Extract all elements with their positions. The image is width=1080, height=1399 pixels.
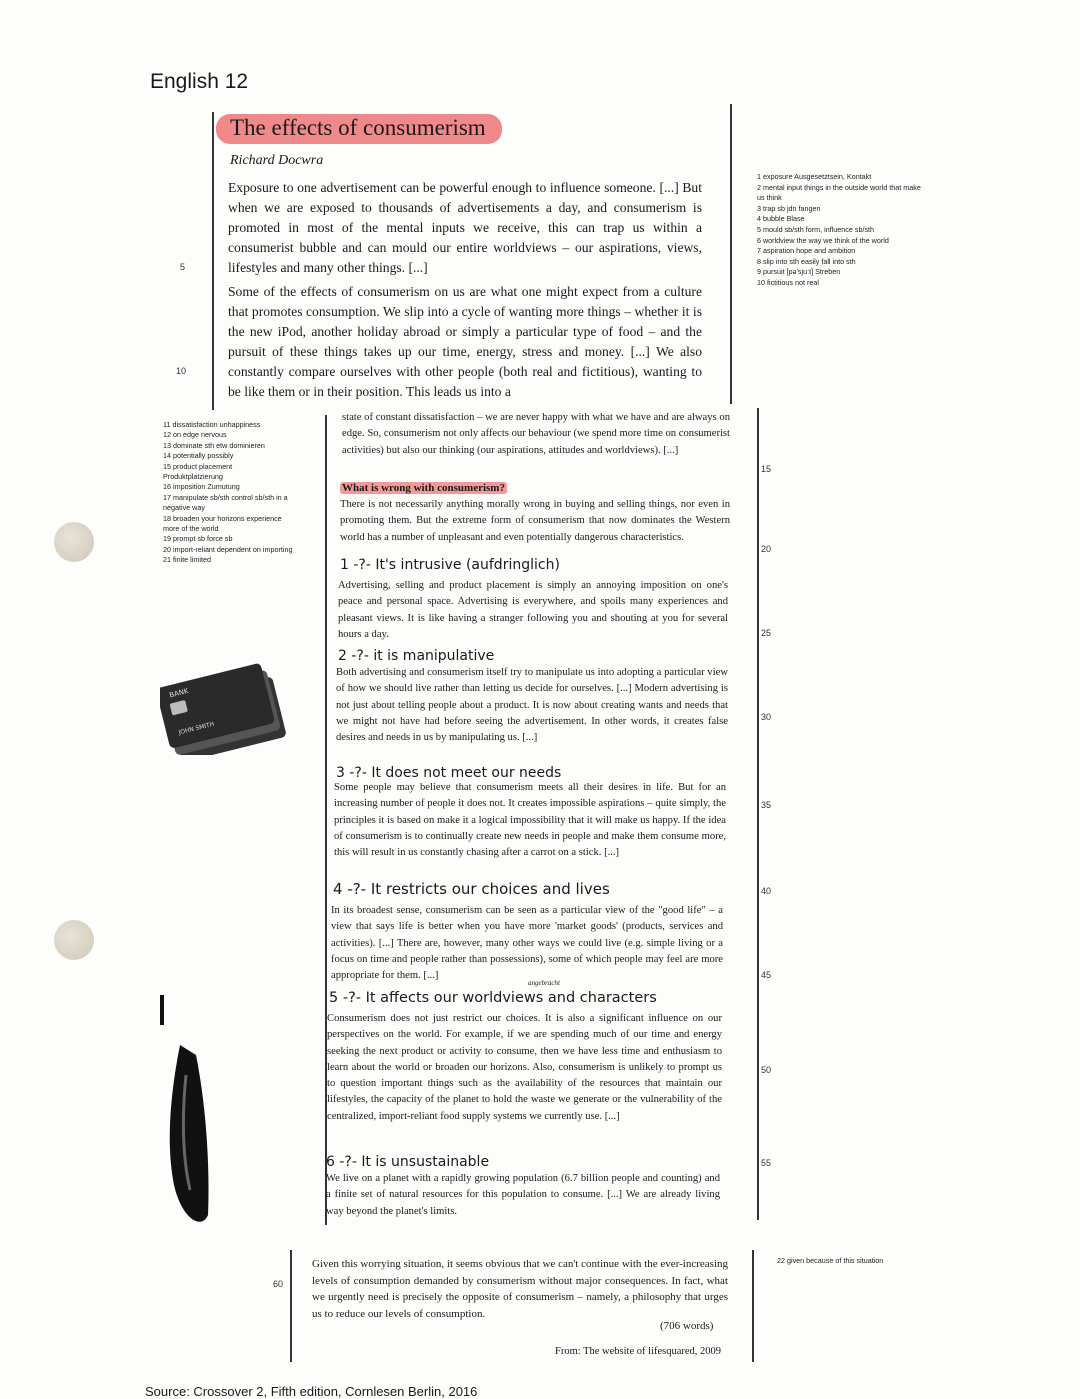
gloss-item: 4 bubble Blase (757, 214, 805, 224)
point-6-text: We live on a planet with a rapidly growing population (6.7 billion people and counting) and a finite set of natural resources for this population to consume. [...] We are already living way beyond the planet's limits. (326, 1173, 720, 1217)
line-number-20: 20 (761, 544, 772, 554)
continuation-paragraph: state of constant dissatisfaction – we are never happy with what we have and are always on edge. So, consumerism not only affects our behaviour (we spend more time on consumerist activities) but also our thinking (our aspirations, attitudes and worldviews). [...] (342, 412, 730, 456)
glossary-bottom: 22 given because of this situation (777, 1256, 884, 1265)
line-number-55: 55 (761, 1158, 772, 1168)
point-5-text: Consumerism does not just restrict our choices. It is also a significant influence on our perspectives on the world. For example, if we are spending much of our time and energy seeking the next product or activity to consume, then we have less time and enthusiasm to learn about the world or broaden our horizons. Also, consumerism is unlikely to prompt us to question important things such as the availability of the resources that maintain our lifestyles, the capacity of the planet to hold the waste we generate or the vulnerability of the centralized, import-reliant food supply systems we currently use. [...] (327, 1013, 722, 1122)
gloss-item: 15 product placement Produktplatzierung (163, 461, 233, 482)
margin-line-left (212, 112, 214, 410)
glossary-right (757, 172, 925, 289)
point-3-heading: 3 -?- It does not meet our needs (336, 765, 562, 781)
gloss-item: 10 fictitious not real (757, 277, 819, 287)
footer-source: Source: Crossover 2, Fifth edition, Cornlesen Berlin, 2016 (145, 1384, 478, 1399)
credit-cards-image (160, 660, 295, 755)
line-number-5: 5 (180, 262, 186, 272)
conclusion-paragraph: Given this worrying situation, it seems obvious that we can't continue with the ever-increasing levels of consumption demanded by consumerism without major consequences. In fact, what we urgently need is precisely the opposite of consumerism – namely, a philosophy that urges us to reduce our levels of consumption. (312, 1258, 728, 1320)
gloss-item: 5 mould sb/sth form, influence sb/sth (757, 224, 875, 234)
punch-hole (54, 920, 94, 960)
gloss-item: 21 finite limited (163, 555, 211, 565)
line-number-50: 50 (761, 1065, 772, 1075)
line-number-10: 10 (176, 366, 187, 376)
point-3-text: Some people may believe that consumerism meets all their desires in life. But for an increasing number of people it does not. It creates impossible aspirations – quite simply, the principles it is based on make it a logical impossibility that it will make us happy. If the idea of consumerism is to continually create new needs in people and make them consume more, this will result in us constantly chasing after a carrot on a stick. [...] (334, 782, 726, 859)
gloss-item: 8 slip into sth easily fall into sth (757, 256, 856, 266)
article-right-line (757, 408, 759, 1220)
line-number-45: 45 (761, 970, 772, 980)
gloss-item: 19 prompt sb force sb (163, 534, 233, 544)
line-number-35: 35 (761, 800, 772, 810)
hand-image (160, 985, 210, 1235)
card-text-bank: BANK (168, 686, 190, 700)
word-count: (706 words) (660, 1320, 714, 1332)
article-author: Richard Docwra (230, 153, 324, 168)
line-number-25: 25 (761, 628, 772, 638)
margin-line-right (730, 104, 732, 404)
line-number-15: 15 (761, 464, 772, 474)
gloss-item: 1 exposure Ausgesetztsein, Kontakt (757, 172, 872, 181)
gloss-item: 11 dissatisfaction unhappiness (163, 420, 261, 429)
section-heading: What is wrong with consumerism? (342, 482, 505, 494)
glossary-left (163, 420, 293, 566)
source-attribution: From: The website of lifesquared, 2009 (555, 1346, 722, 1357)
point-2-heading: 2 -?- it is manipulative (338, 648, 495, 664)
gloss-item: 2 mental input things in the outside world that make us think (757, 182, 921, 203)
gloss-item: 16 imposition Zumutung (163, 482, 240, 492)
punch-hole (54, 522, 94, 562)
gloss-item: 14 potentially possibly (163, 451, 234, 461)
gloss-item: 18 broaden your horizons experience more of the world (163, 513, 282, 534)
conclusion-line-right (752, 1250, 754, 1362)
gloss-item: 13 dominate sth etw dominieren (163, 440, 265, 450)
card-text-name: JOHN SMITH (177, 720, 215, 737)
gloss-item: 6 worldview the way we think of the world (757, 235, 889, 245)
gloss-item: 20 import-reliant dependent on importing (163, 544, 293, 554)
course-label: English 12 (150, 70, 249, 93)
section-intro: There is not necessarily anything morally wrong in buying and selling things, nor even in promoting them. But the extreme form of consumerism that now dominates the Western world has a number of unpleasant and even potentially dangerous characteristics. (340, 499, 730, 543)
point-4-heading: 4 -?- It restricts our choices and lives (333, 880, 610, 898)
conclusion-line-left (290, 1250, 292, 1362)
gloss-item: 9 pursuit [pə'sjuːt] Streben (757, 267, 841, 277)
point-1-heading: 1 -?- It's intrusive (aufdringlich) (340, 557, 560, 573)
line-number-60: 60 (273, 1279, 284, 1289)
gloss-item: 3 trap sb jdn fangen (757, 203, 821, 213)
intro-paragraph-1: Exposure to one advertisement can be powerful enough to influence someone. [...] But when we are exposed to thousands of advertisements a day, and consumerism is promoted in most of the mental inputs we receive, this can trap us within a consumerist bubble and can mould our entire worldviews – our aspirations, views, lifestyles and many other things. [...] (228, 180, 702, 275)
gloss-item: 7 aspiration hope and ambition (757, 246, 856, 256)
line-number-30: 30 (761, 712, 772, 722)
point-5-heading: 5 -?- It affects our worldviews and characters (329, 990, 657, 1006)
point-1-text: Advertising, selling and product placement is simply an annoying imposition on one's peace and personal space. Advertising is everywhere, and spoils many experiences and pleasant views. It is like having a stranger following you and shouting at you for several hours a day. (338, 580, 728, 640)
point-6-heading: 6 -?- It is unsustainable (326, 1154, 490, 1170)
point-4-text: In its broadest sense, consumerism can be seen as a particular view of the "good life" – a view that says life is better when you have more 'market goods' (products, services and activities). [...] There are, however, many other ways we could live (e.g. simple living or a focus on time and people rather than possessions), some of which people may feel are more appropriate for them. [...] (331, 905, 723, 982)
gloss-item: 12 on edge nervous (163, 430, 227, 440)
point-2-text: Both advertising and consumerism itself try to manipulate us into adopting a particular view of how we should live rather than letting us decide for ourselves. [...] Modern advertising is not just about telling people about a product. It is now about creating wants and needs that we might not have had before seeing the advertisement. In other words, it creates false desires and needs in us by manipulating us. [...] (336, 667, 728, 744)
intro-paragraph-2: Some of the effects of consumerism on us are what one might expect from a culture that promotes consumption. We slip into a cycle of wanting more things – whether it is the new iPod, another holiday abroad or simply a particular type of food – and the pursuit of these things takes up our time, energy, stress and money. [...] We also constantly compare ourselves with other people (both real and fictitious), wanting to be like them or in their position. This leads us into a (228, 284, 702, 399)
handwritten-note: angebracht (528, 979, 560, 987)
article-title: The effects of consumerism (216, 114, 502, 144)
gloss-item: 17 manipulate sb/sth control sb/sth in a negative way (163, 492, 288, 513)
line-number-40: 40 (761, 886, 772, 896)
